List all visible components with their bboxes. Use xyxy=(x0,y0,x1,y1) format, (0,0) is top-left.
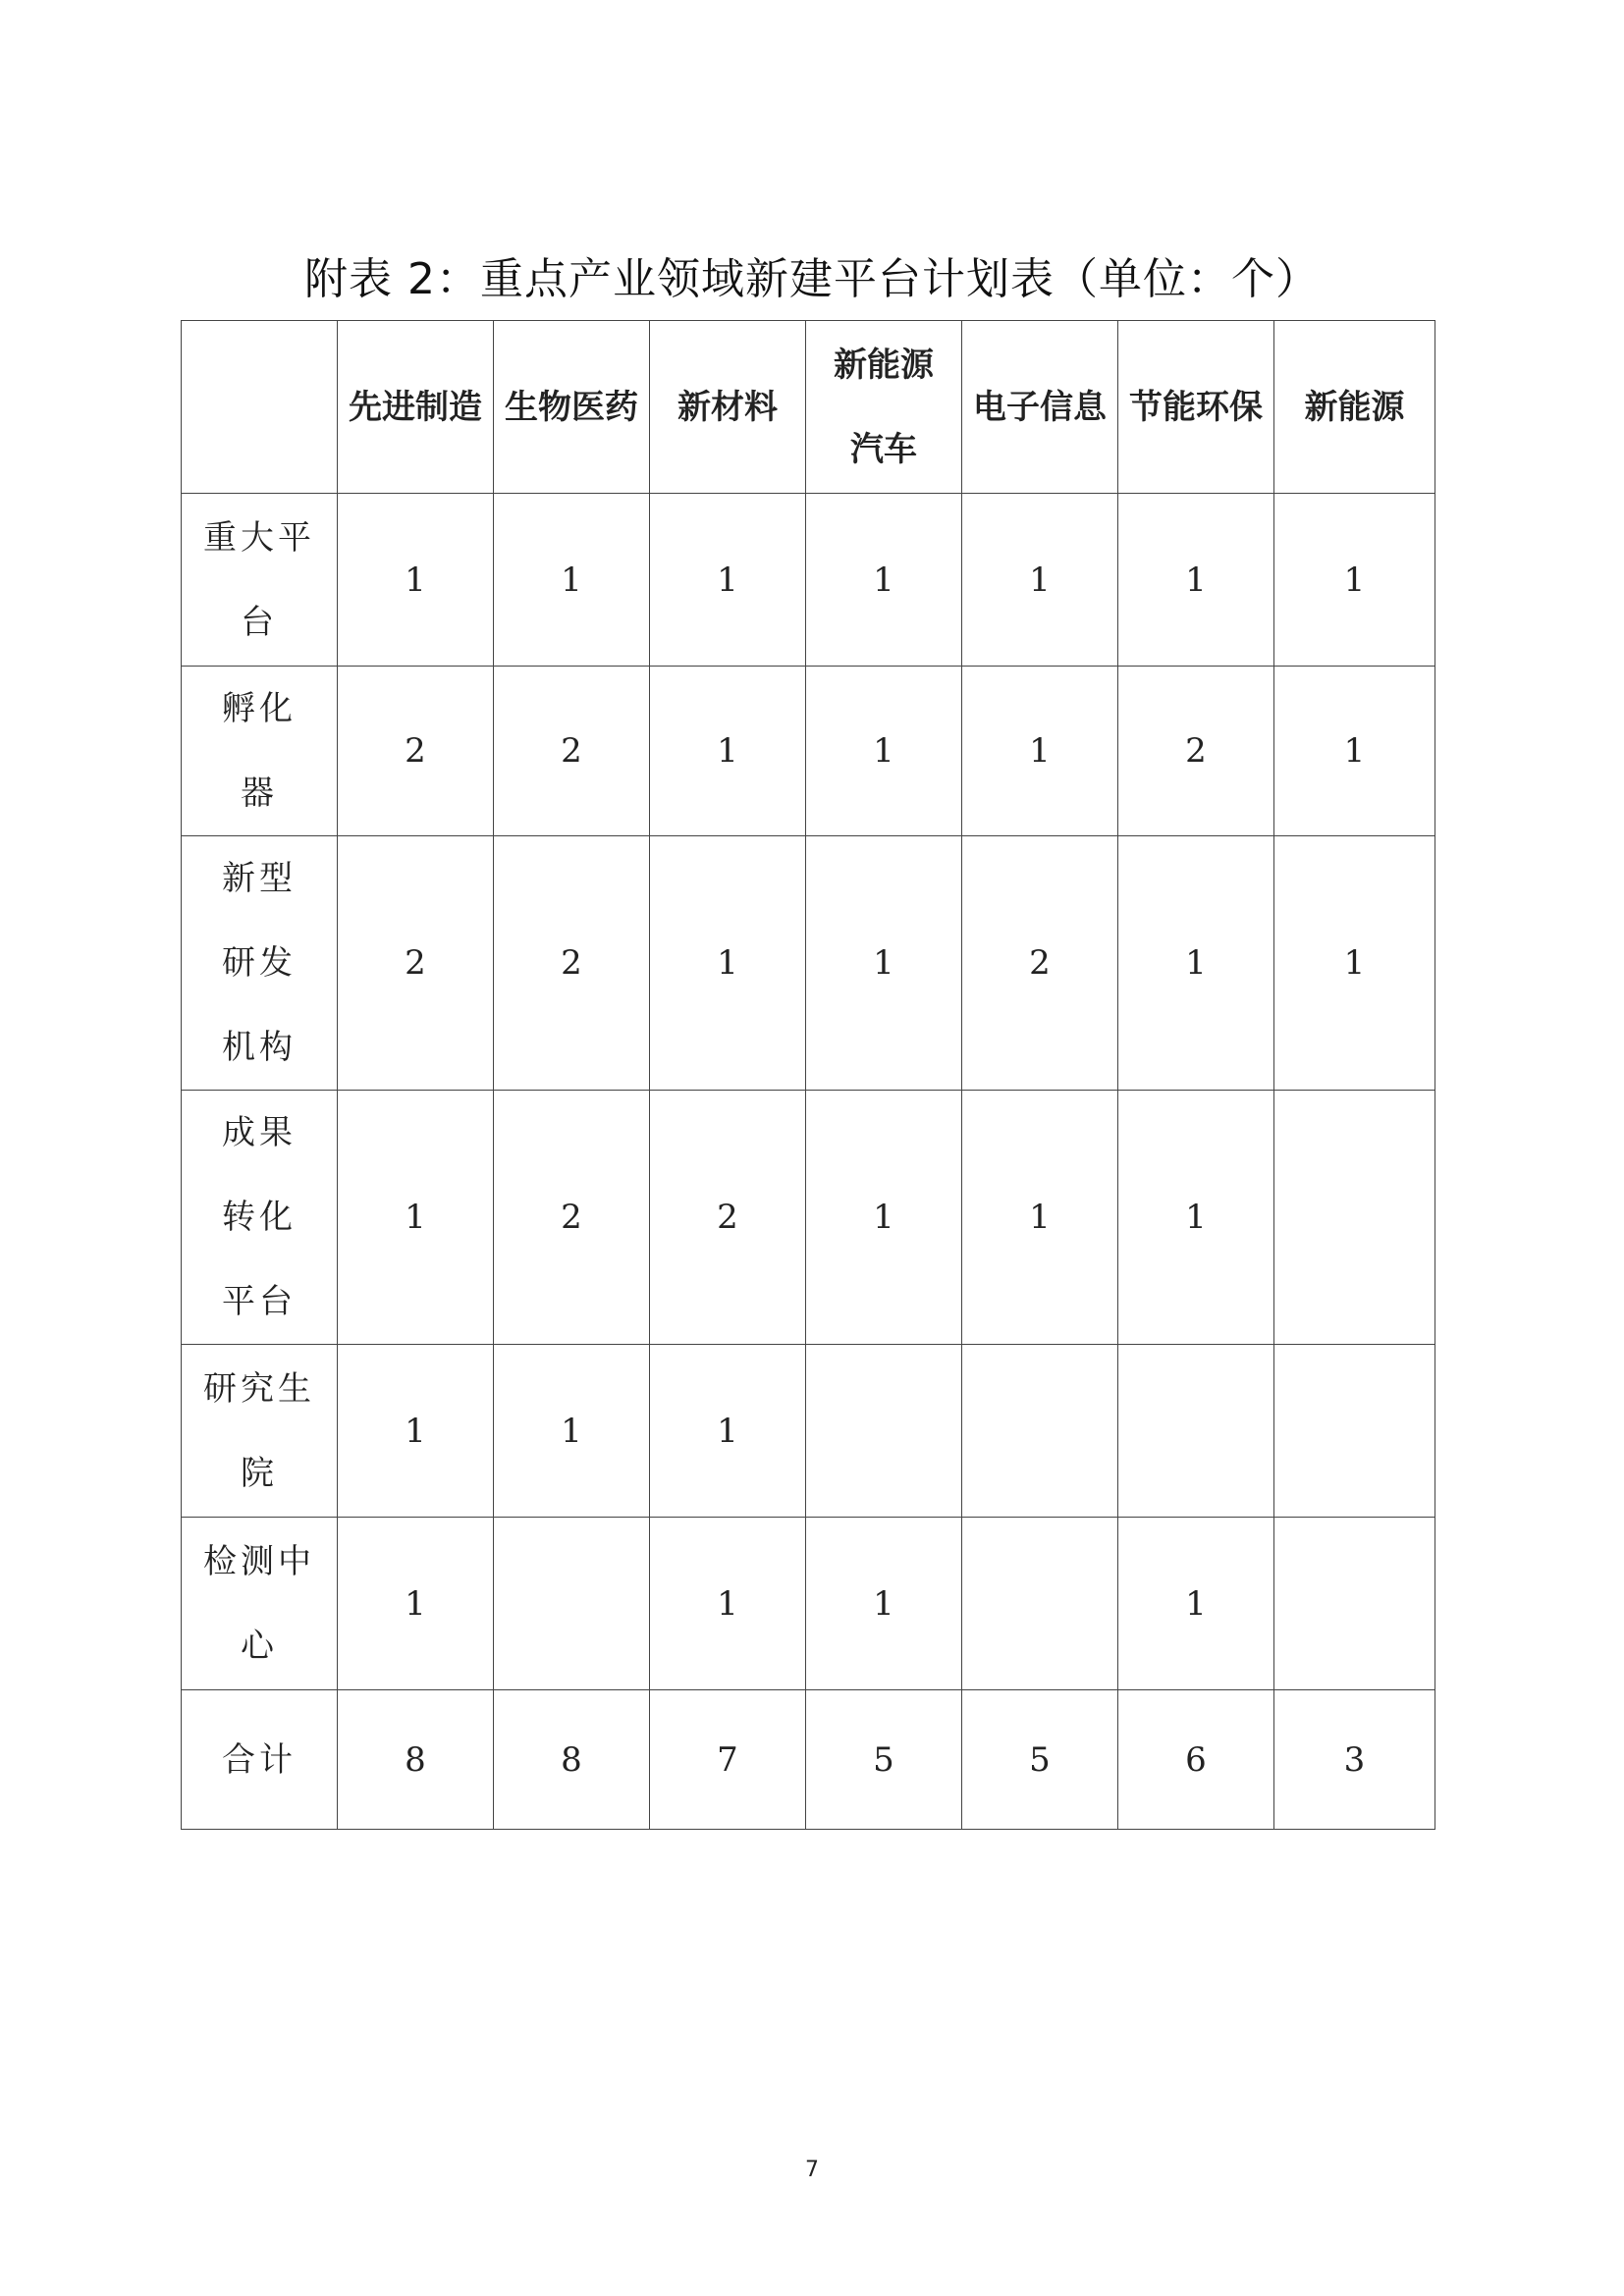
table-cell: 1 xyxy=(650,836,806,1091)
table-cell: 1 xyxy=(806,1091,962,1345)
table-cell: 1 xyxy=(338,1518,494,1690)
row-label: 研究生院 xyxy=(182,1345,338,1518)
table-cell: 1 xyxy=(806,667,962,836)
table-cell: 1 xyxy=(1118,1091,1274,1345)
table-cell xyxy=(962,1518,1118,1690)
column-header: 新能源 xyxy=(1274,321,1435,494)
table-cell xyxy=(1274,1091,1435,1345)
table-cell: 7 xyxy=(650,1690,806,1830)
table-cell: 8 xyxy=(494,1690,650,1830)
table-cell: 6 xyxy=(1118,1690,1274,1830)
table-cell: 1 xyxy=(650,494,806,667)
table-cell: 1 xyxy=(1274,836,1435,1091)
table-cell: 1 xyxy=(962,1091,1118,1345)
total-row xyxy=(182,1690,1435,1830)
table-cell xyxy=(1118,1345,1274,1518)
table-row xyxy=(182,1091,1435,1345)
column-header: 电子信息 xyxy=(962,321,1118,494)
table-cell: 2 xyxy=(338,836,494,1091)
table-cell: 1 xyxy=(1118,494,1274,667)
table-cell xyxy=(494,1518,650,1690)
table-cell xyxy=(1274,1518,1435,1690)
table-cell: 8 xyxy=(338,1690,494,1830)
row-label: 成果转化平台 xyxy=(182,1091,338,1345)
table-cell: 1 xyxy=(1118,1518,1274,1690)
table-cell: 5 xyxy=(806,1690,962,1830)
table-row xyxy=(182,1518,1435,1690)
table-row xyxy=(182,494,1435,667)
table-cell: 5 xyxy=(962,1690,1118,1830)
table-cell: 1 xyxy=(338,1345,494,1518)
table-cell: 2 xyxy=(650,1091,806,1345)
table-cell: 1 xyxy=(806,1518,962,1690)
table-cell: 1 xyxy=(494,494,650,667)
header-row xyxy=(182,321,1435,494)
table-cell: 1 xyxy=(338,1091,494,1345)
table-cell: 1 xyxy=(650,1345,806,1518)
table-cell xyxy=(1274,1345,1435,1518)
column-header: 先进制造 xyxy=(338,321,494,494)
table-cell: 1 xyxy=(1118,836,1274,1091)
column-header: 新材料 xyxy=(650,321,806,494)
platform-plan-table xyxy=(181,320,1435,1830)
table-cell: 1 xyxy=(494,1345,650,1518)
table-cell: 1 xyxy=(806,836,962,1091)
table-cell: 2 xyxy=(494,667,650,836)
row-label: 孵化器 xyxy=(182,667,338,836)
table-cell: 1 xyxy=(650,1518,806,1690)
table-cell: 1 xyxy=(1274,667,1435,836)
table-row xyxy=(182,667,1435,836)
page-number: 7 xyxy=(805,2158,819,2182)
table-cell: 2 xyxy=(494,836,650,1091)
corner-cell xyxy=(182,321,338,494)
table-cell xyxy=(806,1345,962,1518)
table-cell: 1 xyxy=(650,667,806,836)
row-label: 检测中心 xyxy=(182,1518,338,1690)
row-label: 新型研发机构 xyxy=(182,836,338,1091)
table-cell: 1 xyxy=(806,494,962,667)
table-cell: 2 xyxy=(962,836,1118,1091)
table-cell: 1 xyxy=(1274,494,1435,667)
table-title: 附表 2：重点产业领域新建平台计划表（单位：个） xyxy=(304,254,1320,304)
table-row xyxy=(182,1345,1435,1518)
column-header: 节能环保 xyxy=(1118,321,1274,494)
table-cell: 2 xyxy=(494,1091,650,1345)
row-label: 合计 xyxy=(182,1690,338,1830)
column-header: 生物医药 xyxy=(494,321,650,494)
table-cell: 2 xyxy=(338,667,494,836)
table-cell: 1 xyxy=(338,494,494,667)
row-label: 重大平台 xyxy=(182,494,338,667)
table-row xyxy=(182,836,1435,1091)
table-cell: 3 xyxy=(1274,1690,1435,1830)
column-header: 新能源汽车 xyxy=(806,321,962,494)
table-cell xyxy=(962,1345,1118,1518)
table-cell: 1 xyxy=(962,667,1118,836)
table-cell: 2 xyxy=(1118,667,1274,836)
table-cell: 1 xyxy=(962,494,1118,667)
